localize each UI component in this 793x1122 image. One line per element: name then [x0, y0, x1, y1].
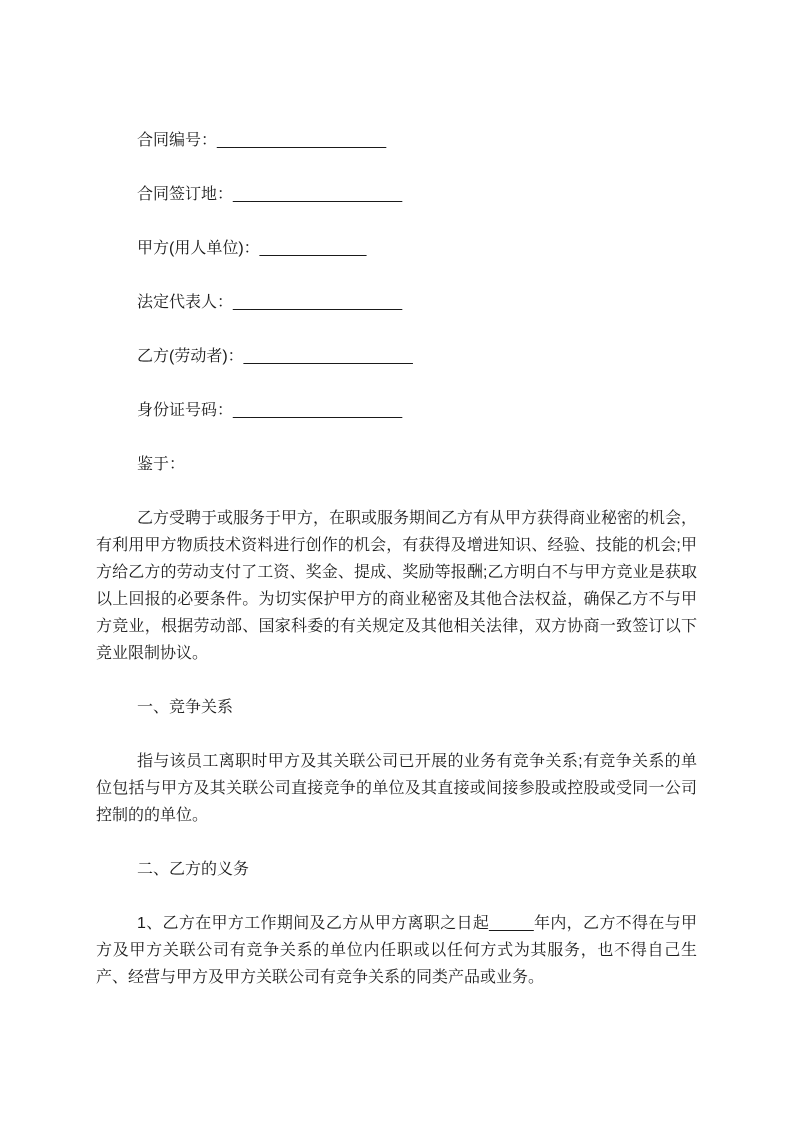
legal-representative-label: 法定代表人：	[137, 294, 234, 311]
id-number-blank-line: ___________________	[233, 402, 403, 419]
legal-representative-row	[96, 289, 697, 316]
contract-number-label: 合同编号：	[137, 132, 218, 149]
party-a-row	[96, 235, 697, 262]
section-1-paragraph: 指与该员工离职时甲方及其关联公司已开展的业务有竞争关系;有竞争关系的单位包括与甲方及其关联公司直接竞争的单位及其直接或间接参股或控股或受同一公司控制的的单位。	[96, 753, 697, 824]
party-b-label: 乙方(劳动者)：	[137, 348, 244, 365]
signing-place-row	[96, 181, 697, 208]
signing-place-blank-line: ___________________	[233, 186, 403, 203]
party-a-blank-line: ____________	[259, 240, 367, 257]
party-b-blank-line: ___________________	[243, 348, 413, 365]
section-1-heading: 一、竞争关系	[137, 699, 234, 716]
contract-number-blank-line: ___________________	[217, 132, 387, 149]
id-number-row	[96, 397, 697, 424]
party-a-label: 甲方(用人单位)：	[137, 240, 260, 257]
party-b-row	[96, 343, 697, 370]
section-2-heading: 二、乙方的义务	[137, 861, 250, 878]
signing-place-label: 合同签订地：	[137, 186, 234, 203]
id-number-label: 身份证号码：	[137, 402, 234, 419]
whereas-label: 鉴于：	[137, 456, 186, 473]
section-2-clause-1: 1、乙方在甲方工作期间及乙方从甲方离职之日起_____年内，乙方不得在与甲方及甲方关联公司有竞争关系的单位内任职或以任何方式为其服务，也不得自己生产、经营与甲方及甲方关联公司有竞争关系的同类产品或业务。	[96, 915, 697, 986]
preamble-paragraph: 乙方受聘于或服务于甲方，在职或服务期间乙方有从甲方获得商业秘密的机会，有利用甲方物质技术资料进行创作的机会，有获得及增进知识、经验、技能的机会;甲方给乙方的劳动支付了工资、奖金、提成、奖励等报酬;乙方明白不与甲方竞业是获取以上回报的必要条件。为切实保护甲方的商业秘密及其他合法权益，确保乙方不与甲方竞业，根据劳动部、国家科委的有关规定及其他相关法律，双方协商一致签订以下竞业限制协议。	[96, 510, 698, 662]
legal-representative-blank-line: ___________________	[233, 294, 403, 311]
contract-number-row	[96, 127, 697, 154]
